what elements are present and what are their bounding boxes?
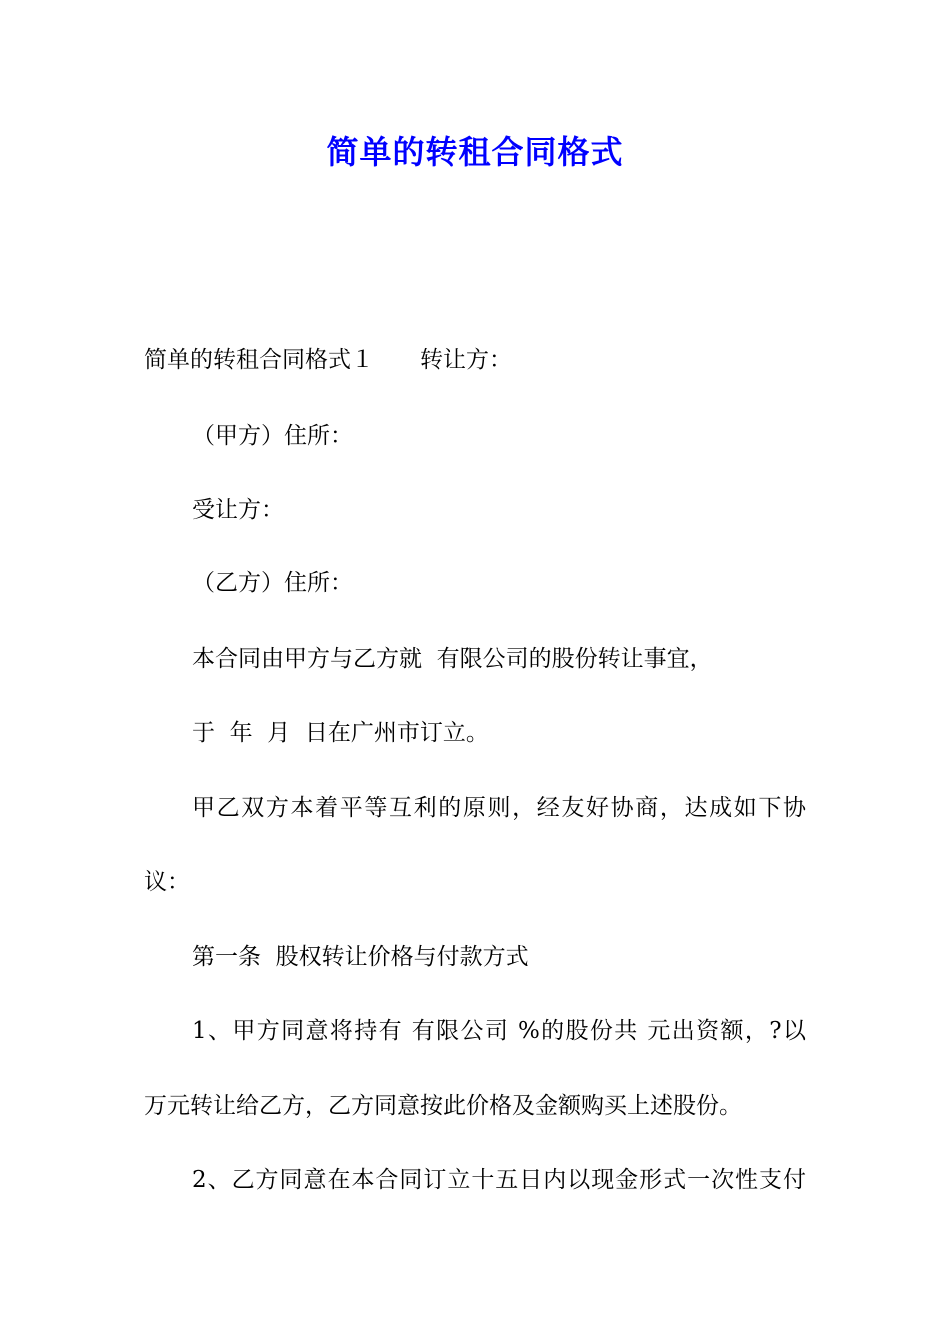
paragraph-line: （甲方）住所： <box>192 423 353 449</box>
paragraph-line: 议： <box>144 869 190 895</box>
paragraph-line: 受让方： <box>192 497 284 523</box>
paragraph-line: 于 年 月 日在广州市订立。 <box>192 720 489 746</box>
paragraph-line: 简单的转租合同格式１ 转让方： <box>144 347 512 373</box>
section-heading: 第一条 股权转让价格与付款方式 <box>192 944 529 970</box>
paragraph-line: （乙方）住所： <box>192 570 353 596</box>
paragraph-line: 本合同由甲方与乙方就 有限公司的股份转让事宜， <box>192 646 713 672</box>
paragraph-line: 甲乙双方本着平等互利的原则，经友好协商，达成如下协 <box>192 795 806 821</box>
paragraph-line: 2、乙方同意在本合同订立十五日内以现金形式一次性支付 <box>192 1167 806 1193</box>
paragraph-line: 万元转让给乙方，乙方同意按此价格及金额购买上述股份。 <box>144 1093 742 1119</box>
paragraph-line: 1、甲方同意将持有 有限公司 %的股份共 元出资额，?以 <box>192 1018 806 1044</box>
document-title: 简单的转租合同格式 <box>326 133 624 171</box>
